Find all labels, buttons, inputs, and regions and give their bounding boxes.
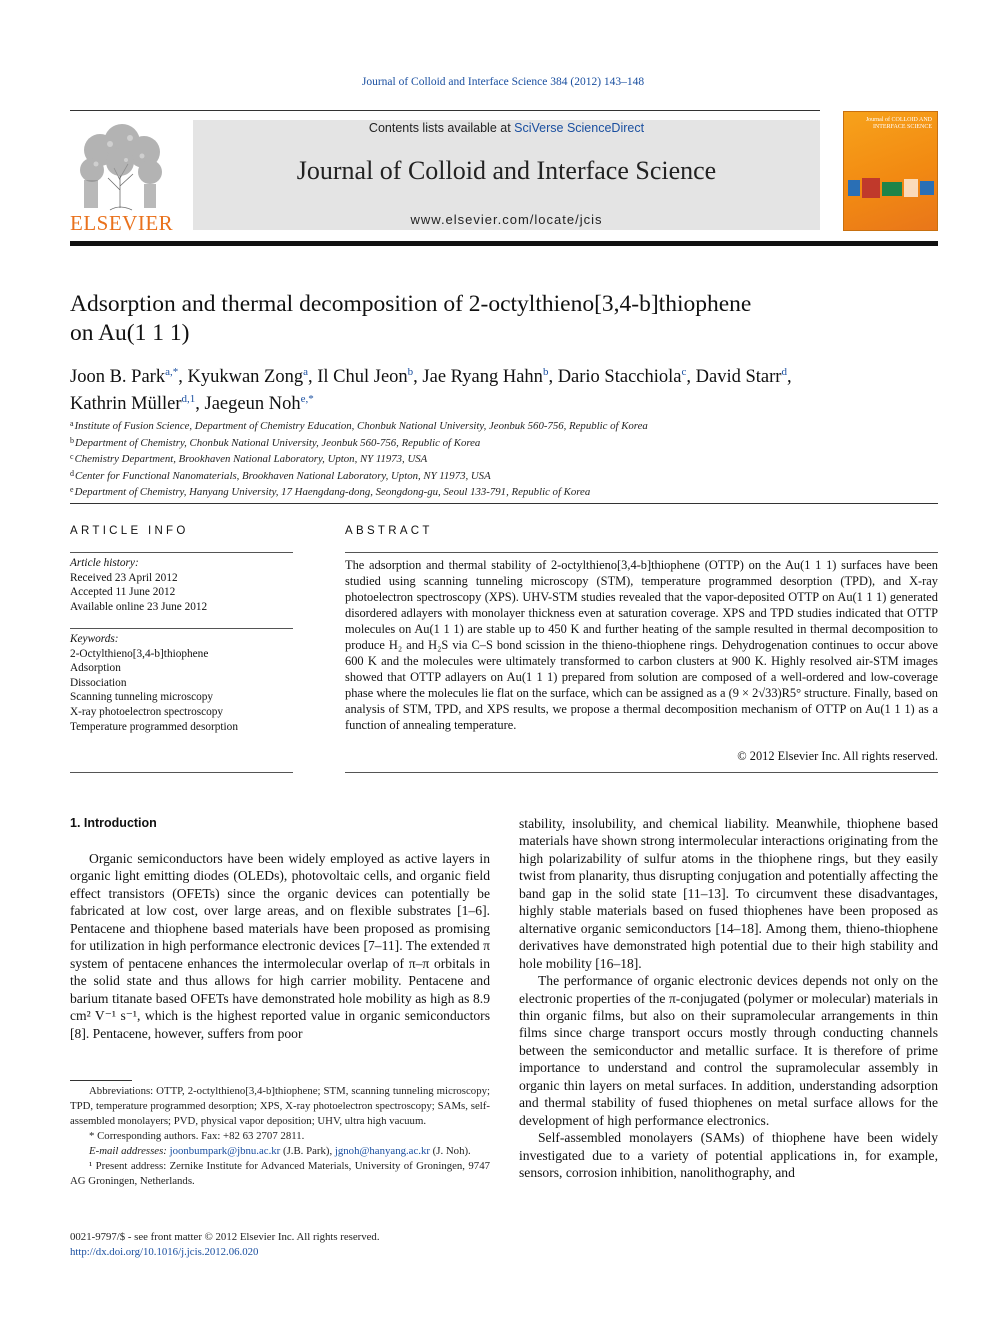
author-name: Joon B. Park: [70, 367, 166, 387]
author-separator: ,: [548, 367, 558, 387]
article-info-rule: [70, 772, 293, 773]
abstract-heading: ABSTRACT: [345, 525, 433, 537]
doi-link[interactable]: http://dx.doi.org/10.1016/j.jcis.2012.06.020: [70, 1246, 259, 1258]
body-column-right: [519, 815, 938, 1182]
keyword: Dissociation: [70, 676, 127, 689]
email-link[interactable]: joonbumpark@jbnu.ac.kr: [169, 1145, 281, 1157]
affiliation-mark: d: [70, 468, 74, 478]
issn-block: [70, 1230, 490, 1260]
journal-reference-link[interactable]: Journal of Colloid and Interface Science 384 (2012) 143–148: [361, 76, 645, 88]
header-thick-rule: [70, 241, 938, 246]
affiliation-mark: c: [70, 452, 74, 461]
affiliation-mark: e: [70, 485, 74, 494]
keyword: X-ray photoelectron spectroscopy: [70, 705, 224, 718]
body-paragraph: Organic semiconductors have been widely employed as active layers in organic light emitting diodes (OLEDs), photovoltaic cells, and organic field effect transistors (OFETs) since the organic devices can potentially be fabricated at low cost, over large areas, and on flexible substrates [1–6]. Pentacene and thiophene based materials have been proposed as promising for utilization in high performance electronic devices [7–11]. The extended π system of pentacene enhances the intermolecular overlap of π–π orbitals in the solid state and thus allows for high carrier mobility. Pentacene and barium titanate based OFETs have demonstrated hole mobility as high as 8.9 cm² V⁻¹ s⁻¹, which is the highest reported value in organic semiconductors [8]. Pentacene, however, suffers from poor: [70, 851, 490, 1041]
author-separator: ,: [686, 367, 696, 387]
elsevier-wordmark: ELSEVIER: [70, 211, 174, 235]
affiliation-text: Department of Chemistry, Chonbuk National University, Jeonbuk 560-756, Republic of Korea: [75, 436, 481, 449]
abbreviations-footnote: Abbreviations: OTTP, 2-octylthieno[3,4-b]thiophene; STM, scanning tunneling microscopy; TPD, temperature programmed desorption; XPS, X-ray photoelectron spectroscopy; SAMs, self-assembled monolayers; PVD, physical vapor deposition; UHV, ultra high vacuum.: [70, 1085, 490, 1127]
keywords-label: Keywords:: [70, 633, 119, 645]
copyright-notice: © 2012 Elsevier Inc. All rights reserved.: [737, 749, 938, 763]
affiliation: [70, 417, 950, 434]
header-rule: [70, 110, 820, 111]
article-history-label: Article history:: [70, 557, 139, 569]
author-affil-link[interactable]: b: [407, 366, 414, 378]
affiliation-text: Center for Functional Nanomaterials, Brookhaven National Laboratory, Upton, NY 11973, USA: [75, 469, 491, 482]
footnotes: [70, 1084, 490, 1189]
contents-prefix: Contents lists available at: [368, 121, 515, 135]
affiliation: [70, 467, 950, 484]
article-info-rule: [70, 628, 293, 629]
author-name: Il Chul Jeon: [317, 367, 408, 387]
keyword: 2-Octylthieno[3,4-b]thiophene: [70, 647, 209, 660]
body-paragraph: The performance of organic electronic devices depends not only on the electronic properties of the π-conjugated (polymer or molecular) materials in thin organic films, but also on their supramolecular arrangements in thin films since charge transport occurs mostly through conducting channels between the semiconductor and metallic surface. It is therefore of prime importance to understand and control the supramolecular assembly in organic thin layers on metal surfaces. In addition, understanding adsorption and thermal stability of fused thiophenes on metal surface allows for the development of high performance electronics.: [519, 973, 938, 1128]
section-heading: 1. Introduction: [70, 816, 157, 830]
affiliation: [70, 450, 950, 467]
article-title: [70, 290, 930, 348]
affiliation-list: [70, 417, 950, 500]
keyword: Adsorption: [70, 662, 121, 675]
author-name: Jae Ryang Hahn: [422, 367, 543, 387]
affiliation: [70, 483, 950, 500]
history-accepted: Accepted 11 June 2012: [70, 586, 176, 599]
affiliation: [70, 434, 950, 451]
body-column-left: [70, 850, 490, 1042]
article-info-heading: ARTICLE INFO: [70, 525, 189, 537]
author-affil-link[interactable]: a,*: [165, 366, 179, 378]
author-affil-link[interactable]: d,1: [181, 393, 196, 405]
author-separator: ,: [786, 367, 792, 387]
contents-line: [193, 121, 820, 135]
author-separator: ,: [413, 367, 423, 387]
author-affil-link[interactable]: c: [681, 366, 687, 378]
cover-figure-image: [848, 176, 934, 200]
author-separator: ,: [195, 394, 205, 414]
abstract-rule: [345, 772, 938, 773]
author-affil-link[interactable]: d: [781, 366, 787, 378]
author-affil-link[interactable]: b: [542, 366, 549, 378]
email-owner: (J.B. Park),: [282, 1145, 333, 1157]
affiliation-text: Chemistry Department, Brookhaven National Laboratory, Upton, NY 11973, USA: [74, 453, 428, 465]
email-link[interactable]: jgnoh@hanyang.ac.kr: [334, 1145, 430, 1157]
author-name: Kyukwan Zong: [187, 367, 304, 387]
author-list: [70, 361, 950, 415]
footnote-rule: [70, 1080, 132, 1081]
history-online: Available online 23 June 2012: [70, 600, 208, 613]
email-label: E-mail addresses:: [89, 1145, 167, 1157]
sciencedirect-link[interactable]: SciVerse ScienceDirect: [514, 121, 645, 135]
journal-title: Journal of Colloid and Interface Science: [296, 156, 717, 185]
body-paragraph: Self-assembled monolayers (SAMs) of thiophene have been widely investigated due to a variety of potential applications in, for example, sensors, corrosion inhibition, nanolithography, and: [519, 1130, 938, 1181]
cover-title: Journal of COLLOID AND INTERFACE SCIENCE: [865, 117, 932, 130]
email-footnote: [70, 1144, 490, 1159]
author-separator: ,: [178, 367, 188, 387]
author-name: Jaegeun Noh: [204, 394, 301, 414]
article-history: [70, 556, 293, 614]
abstract-rule: [345, 552, 938, 553]
issn-line: 0021-9797/$ - see front matter © 2012 Elsevier Inc. All rights reserved.: [70, 1231, 380, 1243]
author-separator: ,: [307, 367, 318, 387]
author-name: Dario Stacchiola: [557, 367, 682, 387]
corresponding-footnote: * Corresponding authors. Fax: +82 63 2707 2811.: [89, 1130, 305, 1142]
affiliation-mark: b: [70, 435, 74, 445]
history-received: Received 23 April 2012: [70, 571, 178, 584]
keyword: Temperature programmed desorption: [70, 720, 238, 733]
author-name: Kathrin Müller: [70, 394, 182, 414]
email-owner: (J. Noh).: [432, 1145, 471, 1157]
affiliation-text: Institute of Fusion Science, Department of Chemistry Education, Chonbuk National University, Jeonbuk 560-756, Republic of Korea: [74, 420, 648, 432]
article-info-rule: [70, 552, 293, 553]
author-affil-link[interactable]: a: [303, 366, 308, 378]
keyword: Scanning tunneling microscopy: [70, 691, 214, 704]
author-affil-link[interactable]: e,*: [300, 393, 314, 405]
article-title-line2: on Au(1 1 1): [70, 320, 190, 346]
section-rule: [70, 503, 938, 504]
affiliation-mark: a: [70, 419, 74, 428]
body-paragraph: stability, insolubility, and chemical liability. Meanwhile, thiophene based materials have shown strong intermolecular interactions originating from the high polarizability of sulfur atoms in the thiophene rings, but they easily twist from planarity, thus disrupting conjugation and potentially affecting the band gap in the solid state [11–13]. To circumvent these disadvantages, highly stable materials based on fused thiophenes have been proposed as alternative organic semiconductors [14–18]. Among them, thieno-thiophene derivatives have demonstrated high potential due to their high stability and hole mobility [16–18].: [519, 816, 938, 971]
present-address-footnote: ¹ Present address: Zernike Institute for Advanced Materials, University of Groningen, 9747 AG Groningen, Netherlands.: [70, 1160, 490, 1187]
article-title-line1: Adsorption and thermal decomposition of 2-octylthieno[3,4-b]thiophene: [70, 291, 752, 317]
affiliation-text: Department of Chemistry, Hanyang University, 17 Haengdang-dong, Seongdong-gu, Seoul 133-791, Republic of Korea: [74, 486, 591, 498]
author-name: David Starr: [695, 367, 782, 387]
abstract-text: The adsorption and thermal stability of 2-octylthieno[3,4-b]thiophene (OTTP) on the Au(1 1 1) surfaces have been studied using scanning tunneling microscopy (STM), temperature programmed desorption (TPD), and X-ray photoelectron spectroscopy (XPS). UHV-STM studies revealed that the vapor-deposited OTTP on Au(1 1 1) generated disordered adlayers with monolayer thickness even at saturation coverage. XPS and TPD studies indicated that OTTP molecules on Au(1 1 1) are stable up to 450 K and further heating of the sample resulted in thermal decomposition to produce H₂ and H₂S via C–S bond scission in the thieno-thiophene rings. Dehydrogenation continues to occur above 600 K and the molecules were ultimately transformed to carbon clusters at 900 K. Highly resolved air-STM images showed that OTTP adlayers on Au(1 1 1) prepared from solution are composed of a well-ordered and low-coverage phase where the molecules lie flat on the surface, which can be assigned as a (9 × 2√33)R5° structure. Finally, based on analysis of STM, TPD, and XPS results, we propose a thermal decomposition mechanism of OTTP on Au(1 1 1) as a function of annealing temperature.: [345, 558, 938, 732]
keywords: [70, 632, 293, 734]
journal-url-link[interactable]: www.elsevier.com/locate/jcis: [410, 212, 603, 227]
